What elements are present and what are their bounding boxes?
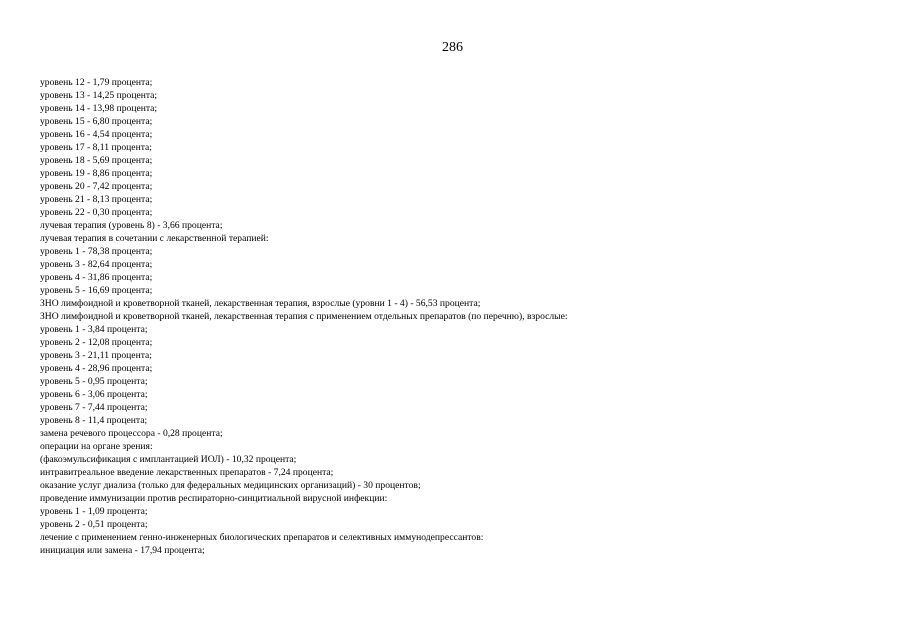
text-line: уровень 6 - 3,06 процента; (40, 389, 148, 400)
text-line: уровень 2 - 0,51 процента; (40, 519, 148, 530)
text-line: уровень 18 - 5,69 процента; (40, 155, 153, 166)
text-line: уровень 4 - 28,96 процента; (40, 363, 153, 374)
text-line: уровень 4 - 31,86 процента; (40, 272, 153, 283)
document-body (40, 76, 880, 557)
text-line: (факоэмульсификация с имплантацией ИОЛ) - 10,32 процента; (40, 454, 297, 465)
text-line: уровень 3 - 82,64 процента; (40, 259, 153, 270)
text-line: уровень 2 - 12,08 процента; (40, 337, 153, 348)
text-line: уровень 1 - 78,38 процента; (40, 246, 153, 257)
text-line: лучевая терапия (уровень 8) - 3,66 процента; (40, 220, 223, 231)
text-line: уровень 19 - 8,86 процента; (40, 168, 153, 179)
text-line: уровень 14 - 13,98 процента; (40, 103, 158, 114)
text-line: инициация или замена - 17,94 процента; (40, 545, 205, 556)
text-line: уровень 8 - 11,4 процента; (40, 415, 148, 426)
text-line: уровень 1 - 1,09 процента; (40, 506, 148, 517)
text-line: уровень 22 - 0,30 процента; (40, 207, 153, 218)
text-line: уровень 15 - 6,80 процента; (40, 116, 153, 127)
text-line: уровень 12 - 1,79 процента; (40, 77, 153, 88)
text-line: ЗНО лимфоидной и кроветворной тканей, лекарственная терапия с применением отдельных препаратов (по перечню), взрослые: (40, 311, 568, 322)
text-line: уровень 7 - 7,44 процента; (40, 402, 148, 413)
text-line: уровень 5 - 0,95 процента; (40, 376, 148, 387)
text-line: операции на органе зрения: (40, 441, 153, 452)
text-line: уровень 5 - 16,69 процента; (40, 285, 153, 296)
text-line: уровень 17 - 8,11 процента; (40, 142, 152, 153)
text-line: интравитреальное введение лекарственных препаратов - 7,24 процента; (40, 467, 334, 478)
text-line: уровень 13 - 14,25 процента; (40, 90, 158, 101)
text-line: лучевая терапия в сочетании с лекарственной терапией: (40, 233, 269, 244)
page-number: 286 (442, 40, 463, 55)
text-line: уровень 1 - 3,84 процента; (40, 324, 148, 335)
text-line: уровень 21 - 8,13 процента; (40, 194, 153, 205)
text-line: уровень 20 - 7,42 процента; (40, 181, 153, 192)
text-line: оказание услуг диализа (только для федеральных медицинских организаций) - 30 процентов; (40, 480, 421, 491)
text-line: уровень 3 - 21,11 процента; (40, 350, 152, 361)
text-line: ЗНО лимфоидной и кроветворной тканей, лекарственная терапия, взрослые (уровни 1 - 4) - 56,53 процента; (40, 298, 481, 309)
text-line: проведение иммунизации против респираторно-синцитиальной вирусной инфекции: (40, 493, 388, 504)
text-line: замена речевого процессора - 0,28 процента; (40, 428, 223, 439)
text-line: лечение с применением генно-инженерных биологических препаратов и селективных иммунодепрессантов: (40, 532, 484, 543)
text-line: уровень 16 - 4,54 процента; (40, 129, 153, 140)
